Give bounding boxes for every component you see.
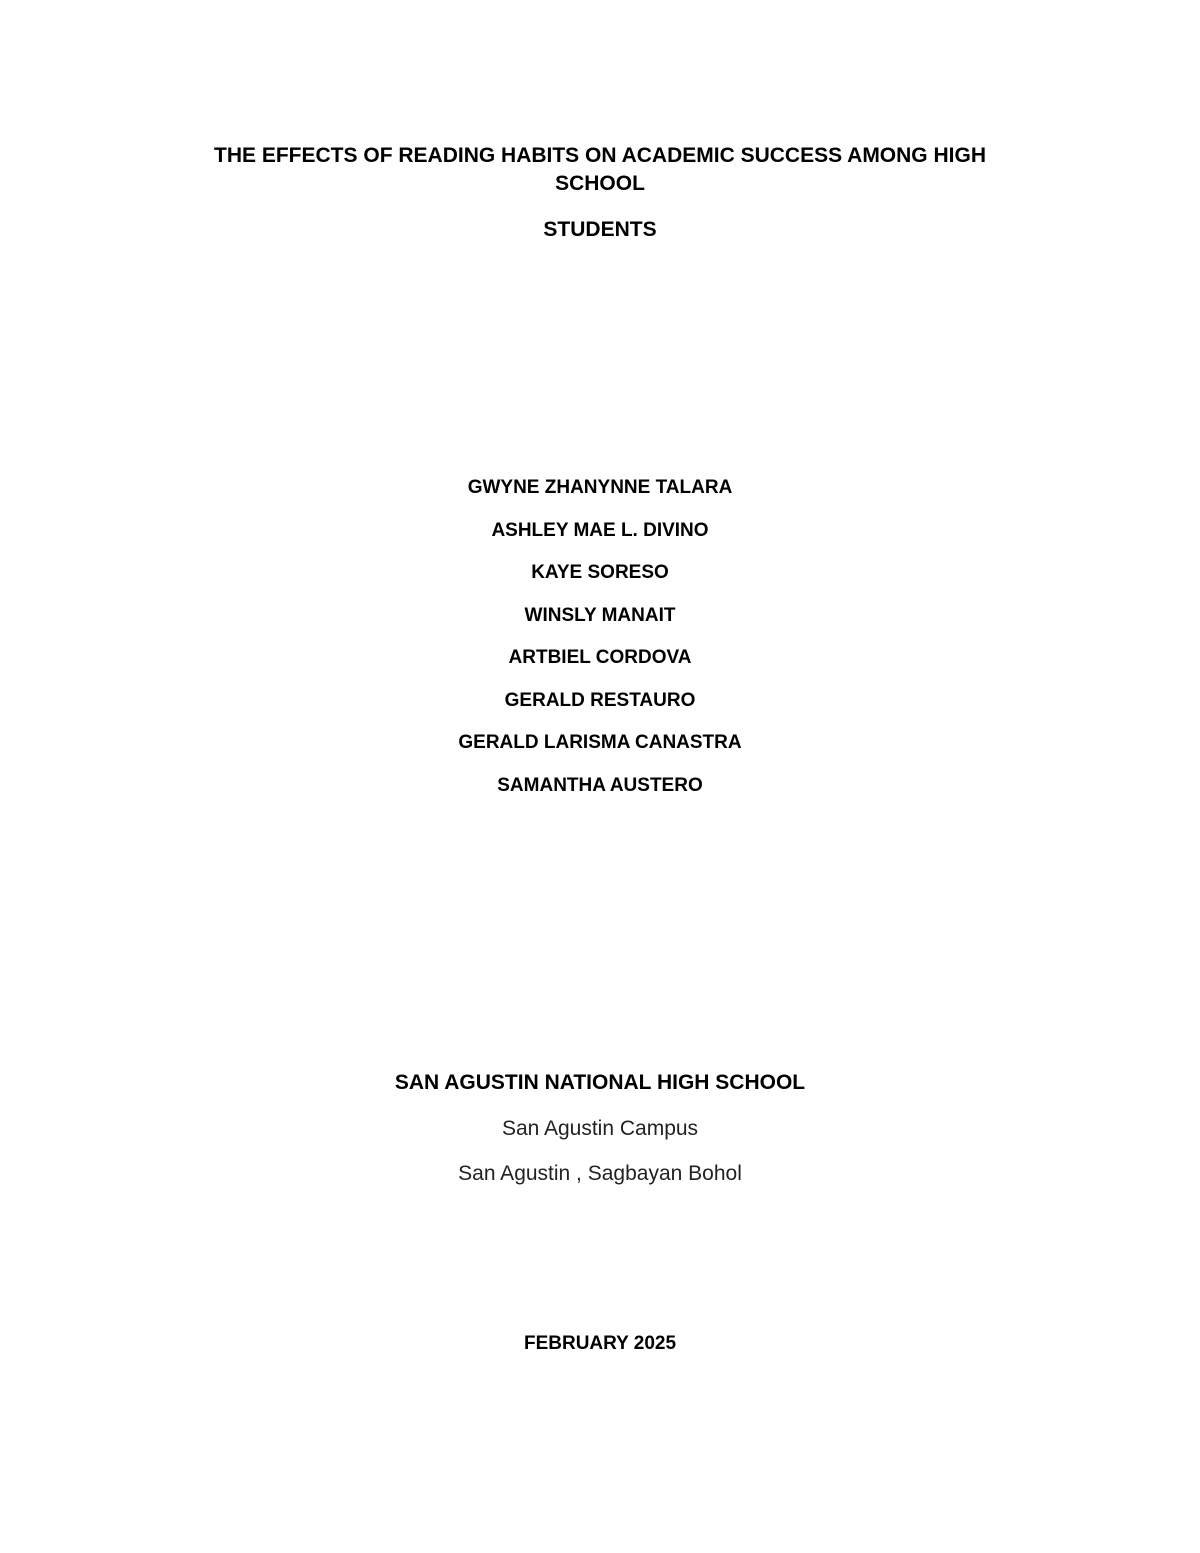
author-name: WINSLY MANAIT [524, 604, 676, 626]
author-name: KAYE SORESO [531, 562, 669, 583]
title-line-2: SCHOOL [555, 172, 645, 195]
title-line-3: STUDENTS [543, 218, 657, 241]
author-name: GWYNE ZHANYNNE TALARA [467, 477, 733, 498]
author-name: SAMANTHA AUSTERO [497, 774, 703, 796]
title-block [150, 142, 1050, 198]
author-name: ARTBIEL CORDOVA [508, 647, 692, 668]
author-name: GERALD RESTAURO [504, 689, 696, 711]
author-name: ASHLEY MAE L. DIVINO [491, 519, 709, 541]
author-name: GERALD LARISMA CANASTRA [458, 732, 742, 753]
title-line-1: THE EFFECTS OF READING HABITS ON ACADEMIC SUCCESS AMONG HIGH [214, 144, 986, 167]
document-date: FEBRUARY 2025 [523, 1333, 677, 1354]
campus-name: San Agustin Campus [501, 1117, 699, 1140]
school-address: San Agustin , Sagbayan Bohol [458, 1162, 742, 1185]
author-list [0, 474, 1200, 814]
school-name: SAN AGUSTIN NATIONAL HIGH SCHOOL [394, 1071, 806, 1094]
